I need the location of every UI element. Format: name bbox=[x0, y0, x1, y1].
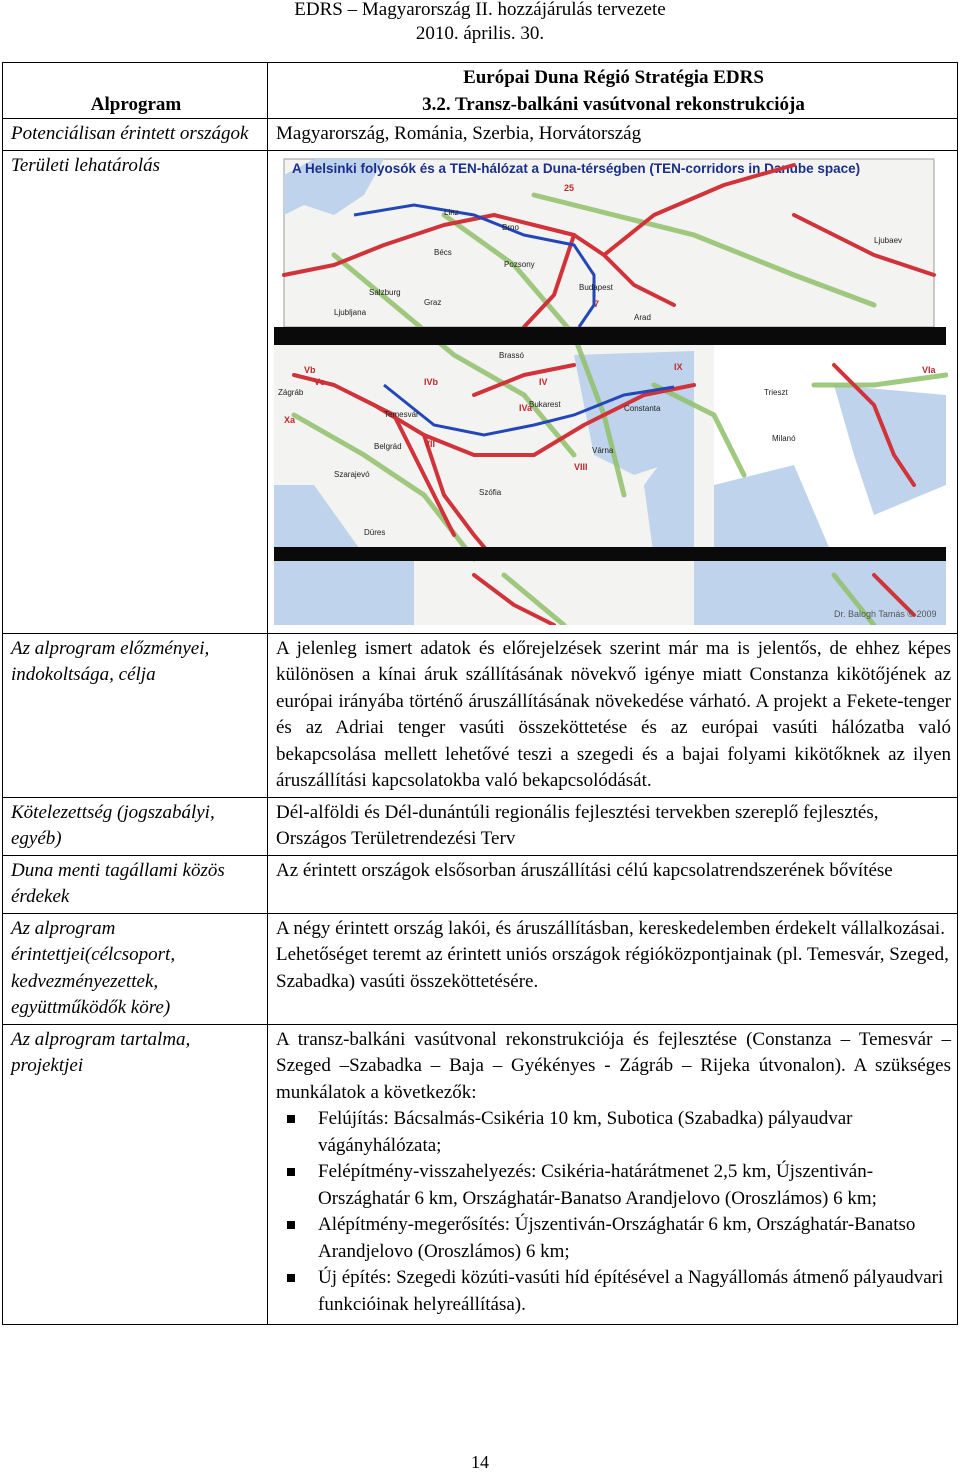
background-text-2: A projekt a Fekete-tenger és az Adriai tenger vasúti összeköttetése és az európai vasúti hálózatba való bekapcsolása mellett lehetővé teszi a szegedi és a bajai folyami kikötőknek az ilyen áruszállítási kapcsolatokba való bekapcsolódását. bbox=[276, 690, 951, 791]
corridor-label: IX bbox=[674, 361, 683, 372]
city-label: Trieszt bbox=[764, 387, 788, 397]
corridor-label: VII bbox=[424, 438, 436, 449]
city-label: Milanó bbox=[772, 433, 796, 443]
obligation-value: Dél-alföldi és Dél-dunántúli regionális fejlesztési tervekben szereplő fejlesztés, Országos Területrendezési Terv bbox=[268, 797, 958, 855]
city-label: Constanta bbox=[624, 403, 661, 413]
row-interests bbox=[3, 855, 958, 913]
strategy-name: Európai Duna Régió Stratégia EDRS bbox=[463, 67, 764, 88]
background-text-1: A jelenleg ismert adatok és előrejelzések szerint már ma is jelentős, de ehhez képes különösen a kínai áruk szállításának növekvő igénye miatt Constanza kikötőjének az európai irányába történő áruszállításának növekedése várható. bbox=[276, 637, 951, 712]
corridor-label: Xa bbox=[284, 414, 296, 425]
city-label: Budapest bbox=[579, 282, 613, 292]
city-label: Düres bbox=[364, 527, 386, 537]
corridor-label: Vb bbox=[304, 364, 316, 375]
list-item: Új építés: Szegedi közúti-vasúti híd építésével a Nagyállomás átmenő pályaudvari funkcióinak helyreállítása). bbox=[318, 1265, 951, 1318]
row-background bbox=[3, 633, 958, 797]
city-label: Temesvár bbox=[384, 409, 419, 419]
row-alprogram bbox=[3, 63, 958, 119]
city-label: Arad bbox=[634, 312, 651, 322]
corridor-label: IV bbox=[539, 376, 548, 387]
city-label: Ljubljana bbox=[334, 307, 367, 317]
subprogram-title: 3.2. Transz-balkáni vasútvonal rekonstrukciója bbox=[422, 93, 805, 115]
target-value: A négy érintett ország lakói, és áruszállításban, kereskedelemben érdekelt vállalkozásai. Lehetőséget teremt az érintett uniós országok régióközpontjainak (pl. Temesvár, Szeged, Szabadka) vasúti összeköttetésére. bbox=[268, 913, 958, 1024]
label-target: Az alprogram érintettjei(célcsoport, kedvezményezettek, együttműködők köre) bbox=[3, 913, 268, 1024]
label-content: Az alprogram tartalma, projektjei bbox=[3, 1024, 268, 1325]
works-list bbox=[276, 1106, 951, 1318]
label-interests: Duna menti tagállami közös érdekek bbox=[3, 855, 268, 913]
city-label: Várna bbox=[592, 445, 614, 455]
row-target bbox=[3, 913, 958, 1024]
label-countries: Potenciálisan érintett országok bbox=[3, 119, 268, 151]
page-number: 14 bbox=[471, 1452, 489, 1472]
city-label: Szófia bbox=[479, 487, 502, 497]
corridor-label: IVb bbox=[424, 376, 439, 387]
city-label: Szarajevó bbox=[334, 469, 370, 479]
countries-value: Magyarország, Románia, Szerbia, Horvátország bbox=[268, 119, 958, 151]
label-background: Az alprogram előzményei, indokoltsága, célja bbox=[3, 633, 268, 797]
city-label: Brno bbox=[502, 222, 519, 232]
list-item: Felépítmény-visszahelyezés: Csikéria-határátmenet 2,5 km, Újszentiván-Országhatár 6 km, Országhatár-Banatso Arandjelovo (Oroszlámos) 6 km; bbox=[318, 1159, 951, 1212]
document-header-title: EDRS – Magyarország II. hozzájárulás tervezete bbox=[294, 0, 666, 20]
document-header-date: 2010. április. 30. bbox=[415, 23, 545, 44]
corridor-label: 25 bbox=[564, 182, 575, 193]
city-label: Bécs bbox=[434, 247, 452, 257]
content-intro: A transz-balkáni vasútvonal rekonstrukciója és fejlesztése (Constanza – Temesvár – Szeged –Szabadka – Baja – Gyékényes - Zágráb – Rijeka útvonalon). A szükséges munkálatok a következők: bbox=[276, 1028, 951, 1103]
label-alprogram: Alprogram bbox=[3, 63, 268, 119]
map-title: A Helsinki folyosók és a TEN-hálózat a Duna-térségben (TEN-corridors in Danube space) bbox=[292, 160, 861, 176]
corridor-label: VIII bbox=[574, 461, 588, 472]
corridor-label: IVa bbox=[519, 402, 533, 413]
corridor-map bbox=[274, 155, 948, 625]
row-territory bbox=[3, 150, 958, 633]
corridor-label: 7 bbox=[594, 298, 600, 309]
city-label: Graz bbox=[424, 297, 442, 307]
corridor-label: VIa bbox=[922, 364, 936, 375]
row-content bbox=[3, 1024, 958, 1325]
corridor-label: Vc bbox=[314, 376, 326, 387]
row-countries bbox=[3, 119, 958, 151]
map-credit: Dr. Balogh Tamás © 2009 bbox=[834, 608, 937, 619]
corridor-map-svg bbox=[274, 155, 948, 625]
city-label: Brassó bbox=[499, 350, 524, 360]
list-item: Felújítás: Bácsalmás-Csikéria 10 km, Subotica (Szabadka) pályaudvar vágányhálózata; bbox=[318, 1106, 951, 1159]
program-table bbox=[2, 62, 958, 1325]
city-label: Belgrád bbox=[374, 441, 402, 451]
city-label: Bukarest bbox=[529, 399, 561, 409]
label-obligation: Kötelezettség (jogszabályi, egyéb) bbox=[3, 797, 268, 855]
city-label: Pozsony bbox=[504, 259, 535, 269]
city-label: Ljubaev bbox=[874, 235, 903, 245]
interests-value: Az érintett országok elsősorban áruszállítási célú kapcsolatrendszerének bővítése bbox=[268, 855, 958, 913]
list-item: Alépítmény-megerősítés: Újszentiván-Országhatár 6 km, Országhatár-Banatso Arandjelovo (Oroszlámos) 6 km; bbox=[318, 1212, 951, 1265]
label-territory: Területi lehatárolás bbox=[3, 150, 268, 633]
row-obligation bbox=[3, 797, 958, 855]
city-label: Salzburg bbox=[369, 287, 401, 297]
city-label: Linz bbox=[444, 207, 459, 217]
city-label: Zágráb bbox=[278, 387, 304, 397]
